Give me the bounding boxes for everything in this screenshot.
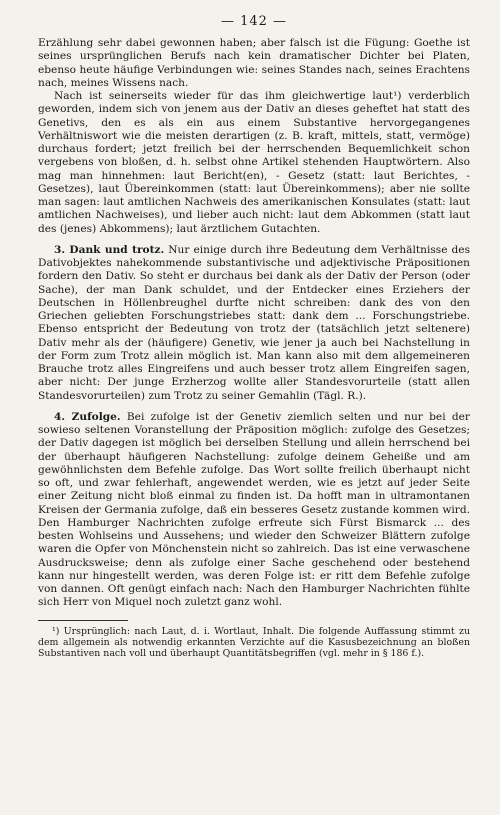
footnote-divider [38, 620, 128, 621]
footnote: ¹) Ursprünglich: nach Laut, d. i. Wortlaut, Inhalt. Die folgende Auffassung stimmt zu dem allgemein als notwendig erkannten Verzichte auf die Kasusbezeichnung an bloßen Substantiven nach voll und überhaupt Quantitätsbegriffen (vgl. mehr in § 186 f.). [38, 625, 470, 660]
section-text-zufolge: Bei zufolge ist der Genetiv ziemlich selten und nur bei der sowieso seltenen Voranstellung der Präposition möglich: zufolge des Gesetzes; der Dativ dagegen ist möglich bei derselben Stellung und allein herrschend bei der überhaupt häufigeren Nachstellung: zufolge deinem Geheiße und am gewöhnlichsten dem Befehle zufolge. Das Wort sollte freilich überhaupt nicht so oft, und zwar fehlerhaft, angewendet werden, wie es jetzt auf jeder Seite einer Zeitung nicht bloß einmal zu finden ist. Da hofft man in ultramontanen Kreisen der Germania zufolge, daß ein besseres Gesetz zustande kommen wird. Den Hamburger Nachrichten zufolge erfreute sich Fürst Bismarck ... des besten Wohlseins und Aussehens; und wieder den Schweizer Blättern zufolge waren die Opfer von Mönchenstein nicht so zahlreich. Das ist eine verwaschene Ausdrucksweise; denn als zufolge einer Sache geschehend oder bestehend kann nur hingestellt werden, was deren Folge ist: er ritt dem Befehle zufolge von dannen. Oft genügt einfach nach: Nach den Hamburger Nachrichten fühlte sich Herr von Miquel noch zuletzt ganz wohl. [38, 410, 470, 609]
section-zufolge [38, 411, 470, 610]
paragraph-continued: Erzählung sehr dabei gewonnen haben; aber falsch ist die Fügung: Goethe ist seines ursprünglichen Berufs nach kein dramatischer Dichter bei Platen, ebenso heute häufige Verbindungen wie: seines Standes nach, seines Erachtens nach, meines Wissens nach. [38, 37, 470, 89]
paragraph-nach-laut: Nach ist seinerseits wieder für das ihm gleichwertige laut¹) verderblich geworden, indem sich von jenem aus der Dativ an dieses geheftet hat statt des Genetivs, den es als ein aus einem Substantive hervorgegangenes Verhältniswort wie die meisten derartigen (z. B. kraft, mittels, statt, vermöge) durchaus fordert; jetzt freilich bei der herrschenden Bequemlichkeit schon vergebens von bloßen, d. h. selbst ohne Artikel stehenden Hauptwörtern. Also mag man hinnehmen: laut Bericht(en), - Gesetz (statt: laut Berichtes, - Gesetzes), laut Übereinkommen (statt: laut Übereinkommens); aber nie sollte man sagen: laut amtlichen Nachweis des amerikanischen Konsulates (statt: laut amtlichen Nachweises), und lieber auch nicht: laut dem Abkommen (statt laut des (jenes) Abkommens); laut ärztlichem Gutachten. [38, 90, 470, 235]
section-text-dank-trotz: Nur einige durch ihre Bedeutung dem Verhältnisse des Dativobjektes nahekommende substantivische und adjektivische Präpositionen fordern den Dativ. So steht er durchaus bei dank als der Dativ der Person (oder Sache), der man Dank schuldet, und der Entdecker eines Erziehers der Deutschen in Höllenbreughel durfte nicht schreiben: dank des von den Griechen geliebten Forschungstriebes statt: dank dem ... Forschungstriebe. Ebenso entspricht der Bedeutung von trotz der (tatsächlich jetzt seltenere) Dativ mehr als der (häufigere) Genetiv, wie jener ja auch bei Nachstellung in der Form zum Trotz allein möglich ist. Man kann also mit dem allgemeineren Brauche trotz alles Eingreifens und auch besser trotz allem Eingreifen sagen, aber nicht: Der junge Erzherzog wollte aller Standesvorurteile (statt allen Standesvorurteilen) zum Trotz zu seiner Gemahlin (Tägl. R.). [38, 243, 471, 402]
section-dank-trotz [38, 244, 470, 403]
section-heading-dank-trotz: 3. Dank und trotz. [54, 243, 165, 256]
page-number: — 142 — [220, 14, 288, 29]
section-heading-zufolge: 4. Zufolge. [54, 410, 121, 423]
body-text [38, 37, 470, 610]
